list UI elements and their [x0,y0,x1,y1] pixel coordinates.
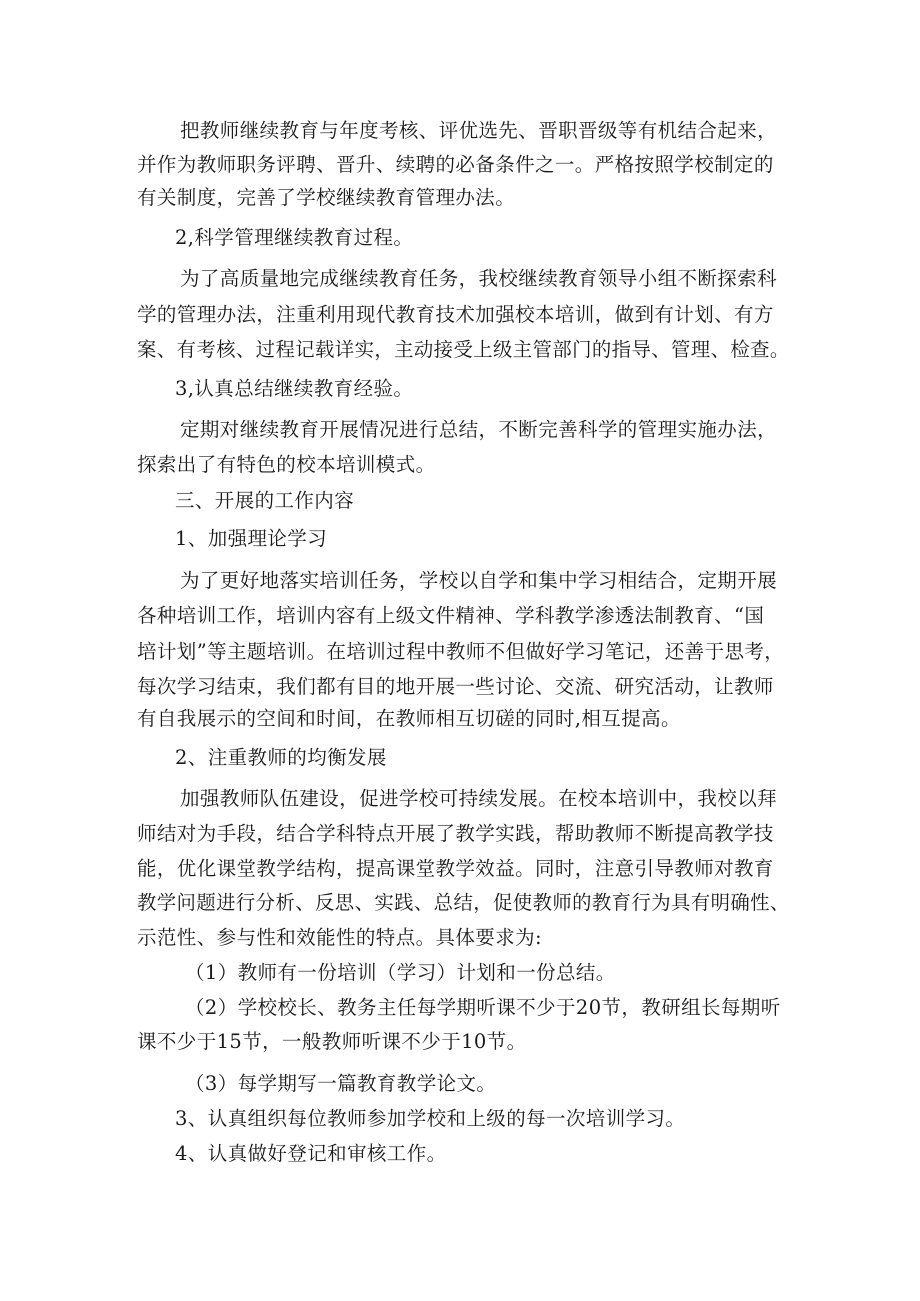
text-line: 能，优化课堂教学结构，提高课堂教学效益。同时，注意引导教师对教育 [137,857,774,880]
text-line: 探索出了有特色的校本培训模式。 [137,453,436,476]
section-heading: 2、注重教师的均衡发展 [175,746,387,769]
section-heading: 1、加强理论学习 [175,527,328,550]
text-line: 师结对为手段，结合学科特点开展了教学实践，帮助教师不断提高教学技 [137,822,774,845]
list-item: （1）教师有一份培训（学习）计划和一份总结。 [185,961,616,984]
text-line: 示范性、参与性和效能性的特点。具体要求为: [137,926,542,949]
section-heading: 3、认真组织每位教师参加学校和上级的每一次培训学习。 [175,1107,686,1130]
list-item: （2）学校校长、教务主任每学期听课不少于20节，教研组长每期听 [185,996,781,1019]
text-line: 并作为教师职务评聘、晋升、续聘的必备条件之一。严格按照学校制定的 [137,153,774,176]
section-heading: 三、开展的工作内容 [175,489,355,512]
text-line: 教学问题进行分析、反思、实践、总结，促使教师的教育行为具有明确性、 [137,891,790,914]
text-line: 案、有考核、过程记载详实，主动接受上级主管部门的指导、管理、检查。 [137,338,790,361]
text-line: 为了高质量地完成继续教育任务，我校继续教育领导小组不断探索科 [180,267,778,290]
text-line: 为了更好地落实培训任务，学校以自学和集中学习相结合，定期开展 [180,569,778,592]
list-item: （3）每学期写一篇教育教学论文。 [185,1072,497,1095]
section-heading: 3,认真总结继续教育经验。 [175,377,414,400]
list-item: 课不少于15节，一般教师听课不少于10节。 [137,1030,527,1053]
text-line: 有关制度，完善了学校继续教育管理办法。 [137,186,516,209]
text-line: 学的管理办法，注重利用现代教育技术加强校本培训，做到有计划、有方 [137,303,774,326]
text-line: 把教师继续教育与年度考核、评优选先、晋职晋级等有机结合起来， [180,119,778,142]
text-line: 定期对继续教育开展情况进行总结，不断完善科学的管理实施办法， [180,418,778,441]
section-heading: 2,科学管理继续教育过程。 [175,226,414,249]
section-heading: 4、认真做好登记和审核工作。 [175,1142,447,1165]
text-line: 培计划”等主题培训。在培训过程中教师不但做好学习笔记，还善于思考， [137,640,785,663]
text-line: 每次学习结束，我们都有目的地开展一些讨论、交流、研究活动，让教师 [137,675,774,698]
text-line: 加强教师队伍建设，促进学校可持续发展。在校本培训中，我校以拜 [180,787,778,810]
text-line: 各种培训工作，培训内容有上级文件精神、学科教学渗透法制教育、“国 [137,604,765,627]
text-line: 有自我展示的空间和时间，在教师相互切磋的同时,相互提高。 [137,707,681,730]
